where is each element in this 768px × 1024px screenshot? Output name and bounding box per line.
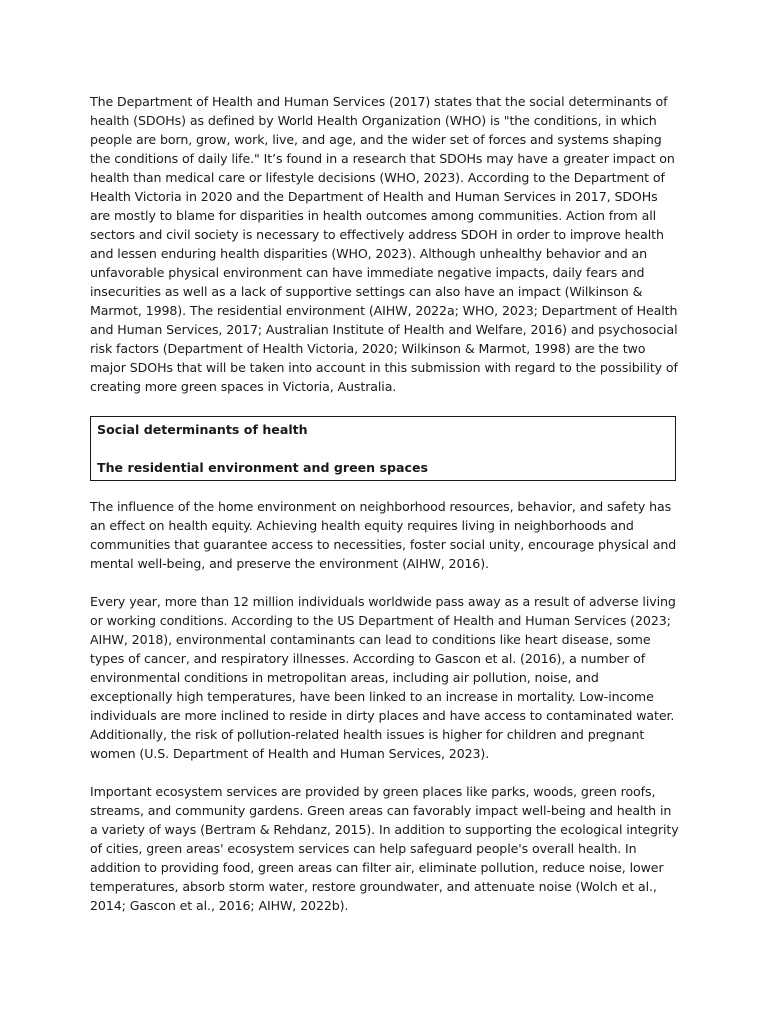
section-heading-box bbox=[90, 416, 676, 481]
paragraph-green-spaces: Important ecosystem services are provided by green places like parks, woods, green roofs, streams, and community gardens. Green areas can favorably impact well-being and health in a variety of ways (Bertram & Rehdanz, 2015). In addition to supporting the ecological integrity of cities, green areas' ecosystem services can help safeguard people's overall health. In addition to providing food, green areas can filter air, eliminate pollution, reduce noise, lower temperatures, absorb storm water, restore groundwater, and attenuate noise (Wolch et al., 2014; Gascon et al., 2016; AIHW, 2022b). bbox=[90, 784, 679, 913]
section-subheading: The residential environment and green spaces bbox=[97, 460, 429, 475]
paragraph-mortality: Every year, more than 12 million individuals worldwide pass away as a result of adverse living or working conditions. According to the US Department of Health and Human Services (2023; AIHW, 2018), environmental contaminants can lead to conditions like heart disease, some types of cancer, and respiratory illnesses. According to Gascon et al. (2016), a number of environmental conditions in metropolitan areas, including air pollution, noise, and exceptionally high temperatures, have been linked to an increase in mortality. Low-income individuals are more inclined to reside in dirty places and have access to contaminated water. Additionally, the risk of pollution-related health issues is higher for children and pregnant women (U.S. Department of Health and Human Services, 2023). bbox=[90, 594, 676, 761]
intro-paragraph: The Department of Health and Human Services (2017) states that the social determinants of health (SDOHs) as defined by World Health Organization (WHO) is "the conditions, in which people are born, grow, work, live, and age, and the wider set of forces and systems shaping the conditions of daily life." It’s found in a research that SDOHs may have a greater impact on health than medical care or lifestyle decisions (WHO, 2023). According to the Department of Health Victoria in 2020 and the Department of Health and Human Services in 2017, SDOHs are mostly to blame for disparities in health outcomes among communities. Action from all sectors and civil society is necessary to effectively address SDOH in order to improve health and lessen enduring health disparities (WHO, 2023). Although unhealthy behavior and an unfavorable physical environment can have immediate negative impacts, daily fears and insecurities as well as a lack of supportive settings can also have an impact (Wilkinson & Marmot, 1998). The residential environment (AIHW, 2022a; WHO, 2023; Department of Health and Human Services, 2017; Australian Institute of Health and Welfare, 2016) and psychosocial risk factors (Department of Health Victoria, 2020; Wilkinson & Marmot, 1998) are the two major SDOHs that will be taken into account in this submission with regard to the possibility of creating more green spaces in Victoria, Australia. bbox=[90, 94, 678, 394]
paragraph-home-environment: The influence of the home environment on neighborhood resources, behavior, and safety has an effect on health equity. Achieving health equity requires living in neighborhoods and communities that guarantee access to necessities, foster social unity, encourage physical and mental well-being, and preserve the environment (AIHW, 2016). bbox=[90, 499, 677, 571]
section-heading: Social determinants of health bbox=[97, 422, 308, 437]
document-page bbox=[90, 92, 680, 915]
